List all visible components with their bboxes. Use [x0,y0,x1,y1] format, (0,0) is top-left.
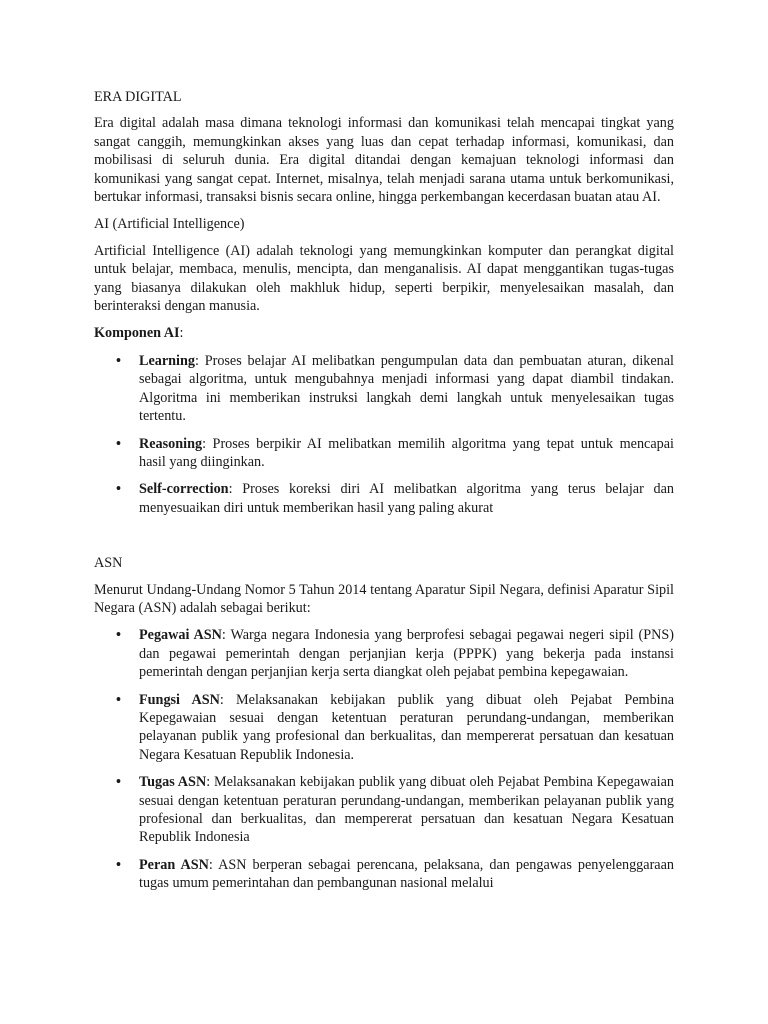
list-item-tugas-asn [94,773,674,847]
heading-asn: ASN [94,555,123,572]
bullet-icon: • [116,856,121,873]
paragraph-ai: Artificial Intelligence (AI) adalah teknologi yang memungkinkan komputer dan perangkat digital untuk belajar, membaca, menulis, mencipta, dan menganalisis. AI dapat menggantikan tugas-tugas yang biasanya dilakukan oleh makhluk hidup, seperti berpikir, menyelesaikan masalah, dan berinteraksi dengan manusia. [94,242,674,315]
section-spacer [94,526,674,554]
komponen-ai-label: Komponen AI [94,325,180,342]
komponen-ai-colon: : [179,325,184,342]
heading-era-digital: ERA DIGITAL [94,89,182,105]
term-pegawai-asn: Pegawai ASN [139,627,222,644]
bullet-icon: • [116,774,121,791]
bullet-icon: • [116,627,121,644]
asn-list [94,626,674,892]
list-item-pegawai-asn [94,626,674,681]
list-item-self-correction [94,480,674,517]
bullet-icon: • [116,435,121,452]
text-peran-asn: : ASN berperan sebagai perencana, pelaksana, dan pengawas penyelenggaraan tugas umum pemerintahan dan pembangunan nasional melalui [139,856,674,892]
heading-ai: AI (Artificial Intelligence) [94,216,245,233]
text-fungsi-asn: : Melaksanakan kebijakan publik yang dibuat oleh Pejabat Pembina Kepegawaian sesuai dengan ketentuan peraturan perundang-undangan, memberikan pelayanan publik yang profesional dan berkualitas, dan mempererat persatuan dan kesatuan Negara Kesatuan Republik Indonesia. [139,691,674,763]
term-peran-asn: Peran ASN [139,856,209,873]
list-item-learning [94,352,674,426]
komponen-ai-heading [94,324,674,342]
term-learning: Learning [139,352,195,369]
paragraph-era-digital: Era digital adalah masa dimana teknologi informasi dan komunikasi telah mencapai tingkat yang sangat canggih, memungkinkan akses yang luas dan cepat terhadap informasi, komunikasi, dan mobilisasi di seluruh dunia. Era digital ditandai dengan kemajuan teknologi informasi dan komunikasi yang sangat cepat. Internet, misalnya, telah menjadi sarana utama untuk berkomunikasi, bertukar informasi, transaksi bisnis secara online, hingga perkembangan kecerdasan buatan atau AI. [94,115,674,206]
paragraph-asn: Menurut Undang-Undang Nomor 5 Tahun 2014 tentang Aparatur Sipil Negara, definisi Aparatur Sipil Negara (ASN) adalah sebagai berikut: [94,581,674,616]
list-item-fungsi-asn [94,691,674,765]
text-tugas-asn: : Melaksanakan kebijakan publik yang dibuat oleh Pejabat Pembina Kepegawaian sesuai dengan ketentuan peraturan perundang-undangan, memberikan pelayanan publik yang profesional dan berkualitas, dan mempererat persatuan dan kesatuan Negara Kesatuan Republik Indonesia [139,774,674,846]
term-reasoning: Reasoning [139,435,203,452]
list-item-peran-asn [94,856,674,893]
bullet-icon: • [116,691,121,708]
text-reasoning: : Proses berpikir AI melibatkan memilih algoritma yang tepat untuk mencapai hasil yang diinginkan. [139,435,674,470]
text-self-correction: : Proses koreksi diri AI melibatkan algoritma yang terus belajar dan menyesuaikan diri untuk memberikan hasil yang paling akurat [139,481,674,516]
term-fungsi-asn: Fungsi ASN [139,691,220,708]
bullet-icon: • [116,481,121,498]
list-item-reasoning [94,435,674,472]
bullet-icon: • [116,352,121,369]
term-tugas-asn: Tugas ASN [139,774,207,791]
text-pegawai-asn: : Warga negara Indonesia yang berprofesi sebagai pegawai negeri sipil (PNS) dan pegawai pemerintah dengan perjanjian kerja (PPPK) yang bekerja pada instansi pemerintah dengan perjanjian kerja serta diangkat oleh pejabat pembina kepegawaian. [139,627,675,681]
komponen-ai-list [94,352,674,517]
term-self-correction: Self-correction [139,481,229,498]
text-learning: : Proses belajar AI melibatkan pengumpulan data dan pembuatan aturan, dikenal sebagai algoritma, untuk mengubahnya menjadi informasi yang dapat diambil tindakan. Algoritma ini memberikan instruksi langkah demi langkah untuk menyelesaikan tugas tertentu. [139,352,674,425]
